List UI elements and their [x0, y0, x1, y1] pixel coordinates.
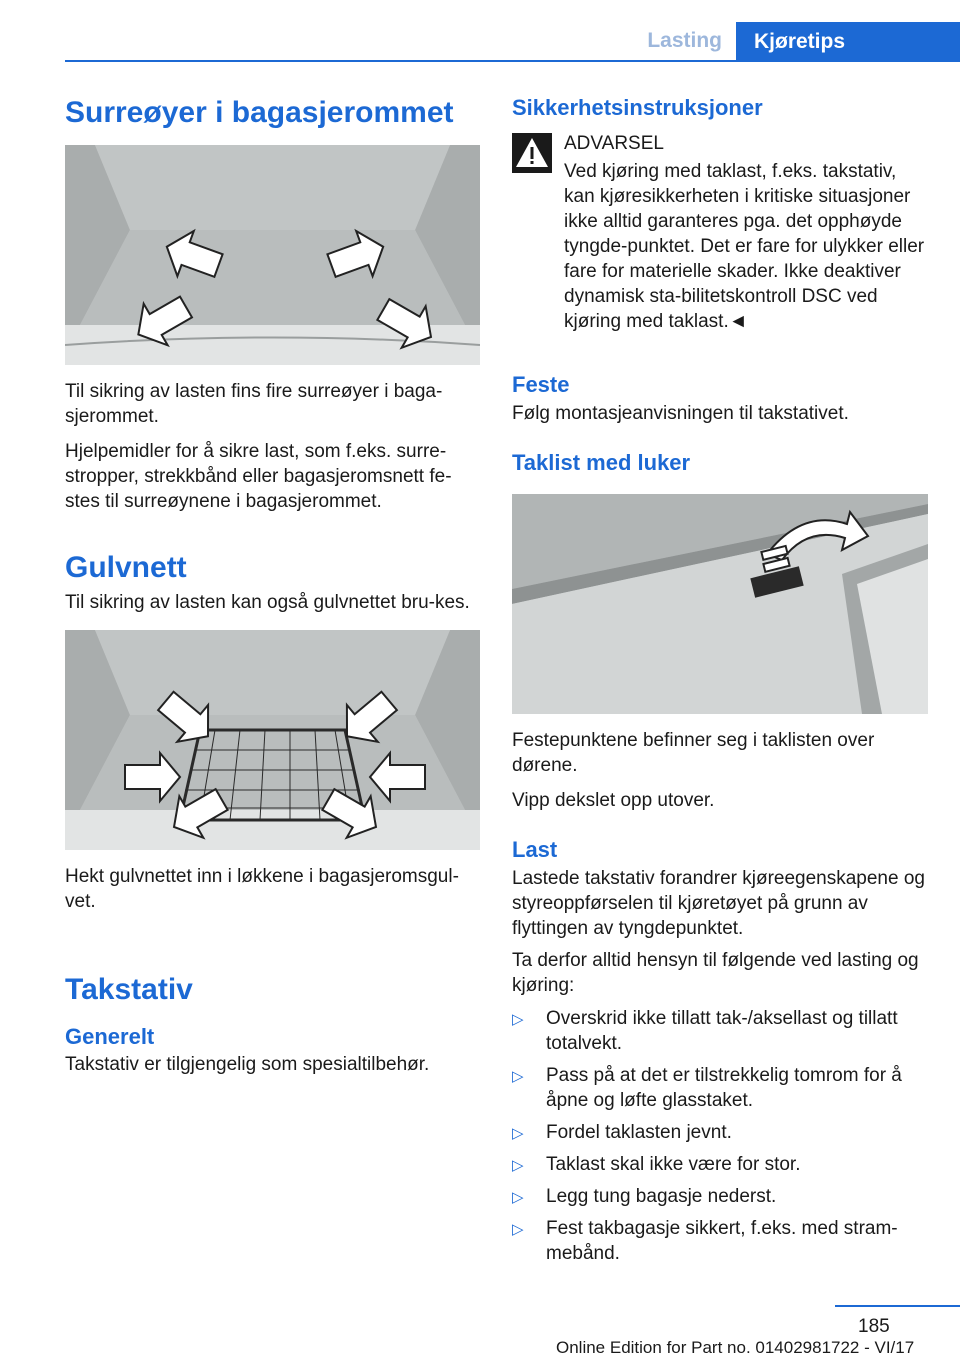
list-item — [512, 1006, 928, 1056]
paragraph-feste: Følg montasjeanvisningen til takstativet. — [512, 402, 849, 424]
warning-text-content: Ved kjøring med taklast, f.eks. takstativ, kan kjøresikkerheten i kritiske situasjoner ikke alltid garanteres pga. det opphøyde tyngde-punktet. Det er fare for ulykker eller fare for materielle skader. Ikke deaktiver dynamisk sta-bilitetskontroll DSC ved kjøring med taklast.◄ — [564, 161, 925, 333]
list-item — [512, 1216, 928, 1266]
paragraph-last-2: Ta derfor alltid hensyn til følgende ved lasting og kjøring: — [512, 949, 919, 996]
list-item-text: Taklast skal ikke være for stor. — [546, 1153, 801, 1175]
bullet-triangle-icon: ▷ — [512, 1010, 524, 1028]
subtitle-feste: Feste — [512, 372, 570, 398]
warning-label: ADVARSEL — [564, 133, 664, 155]
list-item-text: Fordel taklasten jevnt. — [546, 1121, 732, 1143]
list-item-text: Legg tung bagasje nederst. — [546, 1185, 777, 1207]
list-item-text: Overskrid ikke tillatt tak-/aksellast og tillatt totalvekt. — [546, 1007, 898, 1054]
bullet-triangle-icon: ▷ — [512, 1188, 524, 1206]
paragraph-lashing-aids: Hjelpemidler for å sikre last, som f.eks. surre-stropper, strekkbånd eller bagasjeromsnett fe-stes til surreøynene i bagasjerommet. — [65, 441, 452, 512]
header-rule — [65, 60, 960, 62]
bullet-triangle-icon: ▷ — [512, 1067, 524, 1085]
list-item — [512, 1063, 928, 1113]
bullet-triangle-icon: ▷ — [512, 1156, 524, 1174]
paragraph-generelt: Takstativ er tilgjengelig som spesialtilbehør. — [65, 1054, 430, 1076]
paragraph-floor-net: Til sikring av lasten kan også gulvnettet bru-kes. — [65, 592, 470, 613]
list-item — [512, 1120, 928, 1145]
page-header — [0, 0, 960, 62]
figure-trunk-lashing-eyes — [65, 145, 480, 365]
subtitle-last: Last — [512, 837, 558, 863]
section-title-surreoyer: Surreøyer i bagasjerommet — [65, 96, 454, 129]
list-item-text: Pass på at det er tilstrekkelig tomrom for å åpne og løfte glasstaket. — [546, 1064, 902, 1111]
loading-rules-list — [512, 1006, 928, 1266]
subtitle-generelt: Generelt — [65, 1024, 155, 1049]
list-item — [512, 1152, 928, 1177]
subtitle-taklist: Taklist med luker — [512, 449, 691, 475]
paragraph-fastening-points: Festepunktene befinner seg i taklisten over dørene. — [512, 730, 875, 777]
tab-lasting[interactable]: Lasting — [647, 29, 722, 52]
right-column — [512, 95, 928, 1273]
subtitle-sikkerhet: Sikkerhetsinstruksjoner — [512, 95, 763, 120]
tab-kjoretips[interactable]: Kjøretips — [736, 22, 960, 62]
figure-trunk-floor-net — [65, 630, 480, 850]
bullet-triangle-icon: ▷ — [512, 1124, 524, 1142]
paragraph-hook-net: Hekt gulvnettet inn i løkkene i bagasjeromsgul-vet. — [65, 866, 459, 912]
edition-note: Online Edition for Part no. 01402981722 - VI/17 — [556, 1338, 915, 1357]
bullet-triangle-icon: ▷ — [512, 1220, 524, 1238]
left-column — [65, 95, 480, 1077]
list-item — [512, 1184, 928, 1209]
figure-roof-rail — [512, 494, 928, 714]
footer-rule — [835, 1305, 960, 1307]
paragraph-lashing-eyes: Til sikring av lasten fins fire surreøyer i baga-sjerommet. — [65, 381, 443, 427]
trunk-illustration-2 — [65, 630, 480, 850]
warning-text — [512, 159, 928, 334]
warning-block — [512, 131, 928, 334]
trunk-illustration-1 — [65, 145, 480, 365]
page-number: 185 — [858, 1316, 890, 1337]
paragraph-flip-cover: Vipp dekslet opp utover. — [512, 790, 715, 812]
list-item-text: Fest takbagasje sikkert, f.eks. med stram-mebånd. — [546, 1217, 898, 1264]
warning-triangle-icon — [512, 133, 552, 173]
section-title-gulvnett: Gulvnett — [65, 551, 187, 584]
roof-rail-illustration — [512, 494, 928, 714]
section-title-takstativ: Takstativ — [65, 973, 193, 1006]
paragraph-last-1: Lastede takstativ forandrer kjøreegenskapene og styreoppførselen til kjøretøyet på grunn av flyttingen av tyngdepunktet. — [512, 867, 925, 939]
